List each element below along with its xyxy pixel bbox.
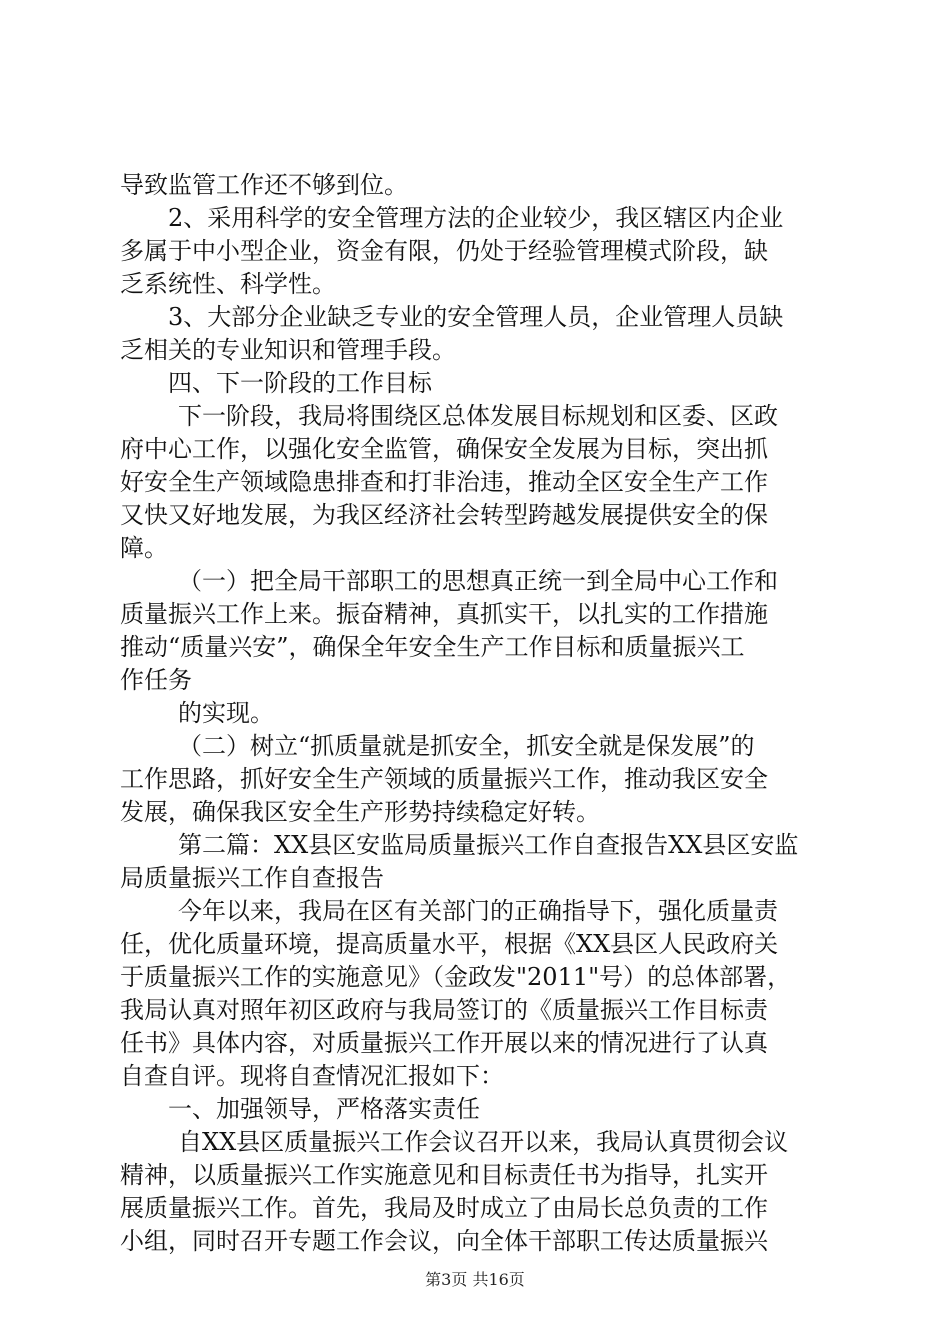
text-line: 障。 xyxy=(120,534,168,562)
text-line: 乏相关的专业知识和管理手段。 xyxy=(120,336,456,364)
text-line: 乏系统性、科学性。 xyxy=(120,270,336,298)
text-line: 2、采用科学的安全管理方法的企业较少，我区辖区内企业 xyxy=(168,204,784,232)
text-line: 府中心工作，以强化安全监管，确保安全发展为目标，突出抓 xyxy=(120,435,768,463)
text-line: 又快又好地发展，为我区经济社会转型跨越发展提供安全的保 xyxy=(120,501,768,529)
text-line: 工作思路，抓好安全生产领域的质量振兴工作，推动我区安全 xyxy=(120,765,768,793)
text-line: 发展，确保我区安全生产形势持续稳定好转。 xyxy=(120,798,600,826)
section-heading: 一、加强领导，严格落实责任 xyxy=(168,1095,480,1123)
text-line: 推动“质量兴安”，确保全年安全生产工作目标和质量振兴工 xyxy=(120,633,745,661)
section-heading: 局质量振兴工作自查报告 xyxy=(120,864,384,892)
text-line: （二）树立“抓质量就是抓安全，抓安全就是保发展”的 xyxy=(178,732,755,760)
text-line: 导致监管工作还不够到位。 xyxy=(120,171,408,199)
text-line: 小组，同时召开专题工作会议，向全体干部职工传达质量振兴 xyxy=(120,1227,768,1255)
text-line: 作任务 xyxy=(120,666,192,694)
text-line: 质量振兴工作上来。振奋精神，真抓实干，以扎实的工作措施 xyxy=(120,600,768,628)
text-line: 多属于中小型企业，资金有限，仍处于经验管理模式阶段，缺 xyxy=(120,237,768,265)
text-line: 我局认真对照年初区政府与我局签订的《质量振兴工作目标责 xyxy=(120,996,768,1024)
section-heading: 第二篇：XX县区安监局质量振兴工作自查报告XX县区安监 xyxy=(178,831,799,859)
page-number-footer: 第3页 共16页 xyxy=(425,1270,525,1289)
text-line: 好安全生产领域隐患排查和打非治违，推动全区安全生产工作 xyxy=(120,468,768,496)
text-line: 任，优化质量环境，提高质量水平，根据《XX县区人民政府关 xyxy=(120,930,779,958)
text-line: 任书》具体内容，对质量振兴工作开展以来的情况进行了认真 xyxy=(120,1029,768,1057)
text-line: 下一阶段，我局将围绕区总体发展目标规划和区委、区政 xyxy=(178,402,778,430)
text-line: 的实现。 xyxy=(178,699,274,727)
text-line: 自XX县区质量振兴工作会议召开以来，我局认真贯彻会议 xyxy=(178,1128,789,1156)
text-line: 精神，以质量振兴工作实施意见和目标责任书为指导，扎实开 xyxy=(120,1161,768,1189)
text-line: 展质量振兴工作。首先，我局及时成立了由局长总负责的工作 xyxy=(120,1194,768,1222)
text-line: 3、大部分企业缺乏专业的安全管理人员，企业管理人员缺 xyxy=(168,303,784,331)
section-heading: 四、下一阶段的工作目标 xyxy=(168,369,432,397)
text-line: 自查自评。现将自查情况汇报如下： xyxy=(120,1062,504,1090)
text-line: 今年以来，我局在区有关部门的正确指导下，强化质量责 xyxy=(178,897,778,925)
text-line: （一）把全局干部职工的思想真正统一到全局中心工作和 xyxy=(178,567,778,595)
text-line: 于质量振兴工作的实施意见》（金政发"2011"号）的总体部署， xyxy=(120,963,792,991)
